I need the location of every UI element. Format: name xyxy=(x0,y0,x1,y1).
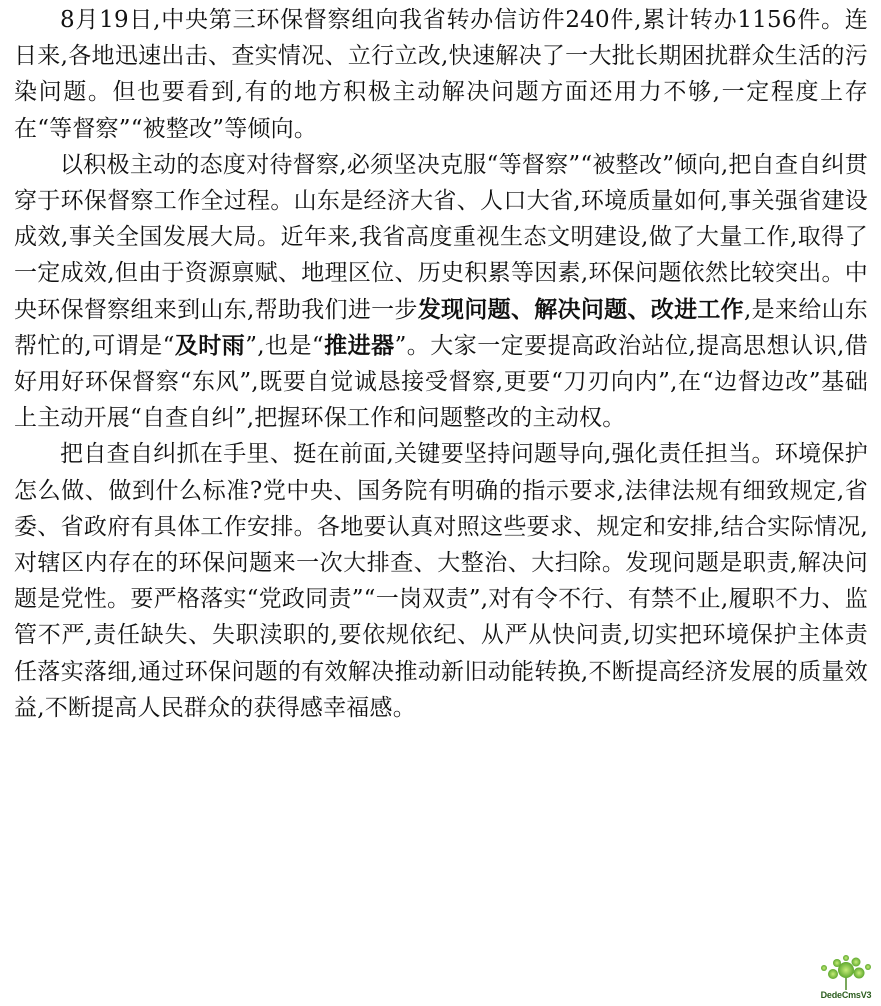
article-body xyxy=(14,2,868,726)
paragraph-3: 把自查自纠抓在手里、挺在前面,关键要坚持问题导向,强化责任担当。环境保护怎么做、做到什么标准?党中央、国务院有明确的指示要求,法律法规有细致规定,省委、省政府有具体工作安排。各地要认真对照这些要求、规定和安排,结合实际情况,对辖区内存在的环保问题来一次大排查、大整治、大扫除。发现问题是职责,解决问题是党性。要严格落实“党政同责”“一岗双责”,对有令不行、有禁不止,履职不力、监管不严,责任缺失、失职渎职的,要依规依纪、从严从快问责,切实把环境保护主体责任落实落细,通过环保问题的有效解决推动新旧动能转换,不断提高经济发展的质量效益,不断提高人民群众的获得感幸福感。 xyxy=(14,441,868,721)
paragraph-2 xyxy=(14,147,868,437)
paragraph-2-text-4: ”。大家一定要提高政治站位,提高思想认识,借好用好环保督察“东风”,既要自觉诚恳接受督察,更要“刀刃向内”,在“边督边改”基础上主动开展“自查自纠”,把握环保工作和问题整改的主动权。 xyxy=(14,332,869,432)
paragraph-2-text-3: ”,也是“ xyxy=(245,332,324,359)
paragraph-2-bold-1: 发现问题、解决问题、改进工作 xyxy=(417,295,744,323)
watermark-text: DedeCmsV3 xyxy=(820,990,872,1000)
paragraph-2-bold-3: 推进器 xyxy=(323,331,395,359)
paragraph-2-bold-2: 及时雨 xyxy=(174,331,246,359)
dandelion-logo-icon xyxy=(815,954,877,992)
paragraph-2-text-1: 以积极主动的态度对待督察,必须坚决克服“等督察”“被整改”倾向,把自查自纠贯穿于环保督察工作全过程。山东是经济大省、人口大省,环境质量如何,事关强省建设成效,事关全国发展大局。近年来,我省高度重视生态文明建设,做了大量工作,取得了一定成效,但由于资源禀赋、地理区位、历史积累等因素,环保问题依然比较突出。中央环保督察组来到山东,帮助我们进一步 xyxy=(14,151,868,323)
paragraph-1: 8月19日,中央第三环保督察组向我省转办信访件240件,累计转办1156件。连日来,各地迅速出击、查实情况、立行立改,快速解决了一大批长期困扰群众生活的污染问题。但也要看到,有的地方积极主动解决问题方面还用力不够,一定程度上存在“等督察”“被整改”等倾向。 xyxy=(14,7,868,142)
paragraph-2-text-2: ,是来给山东帮忙的,可谓是“ xyxy=(14,296,869,359)
watermark-logo xyxy=(815,954,877,1002)
